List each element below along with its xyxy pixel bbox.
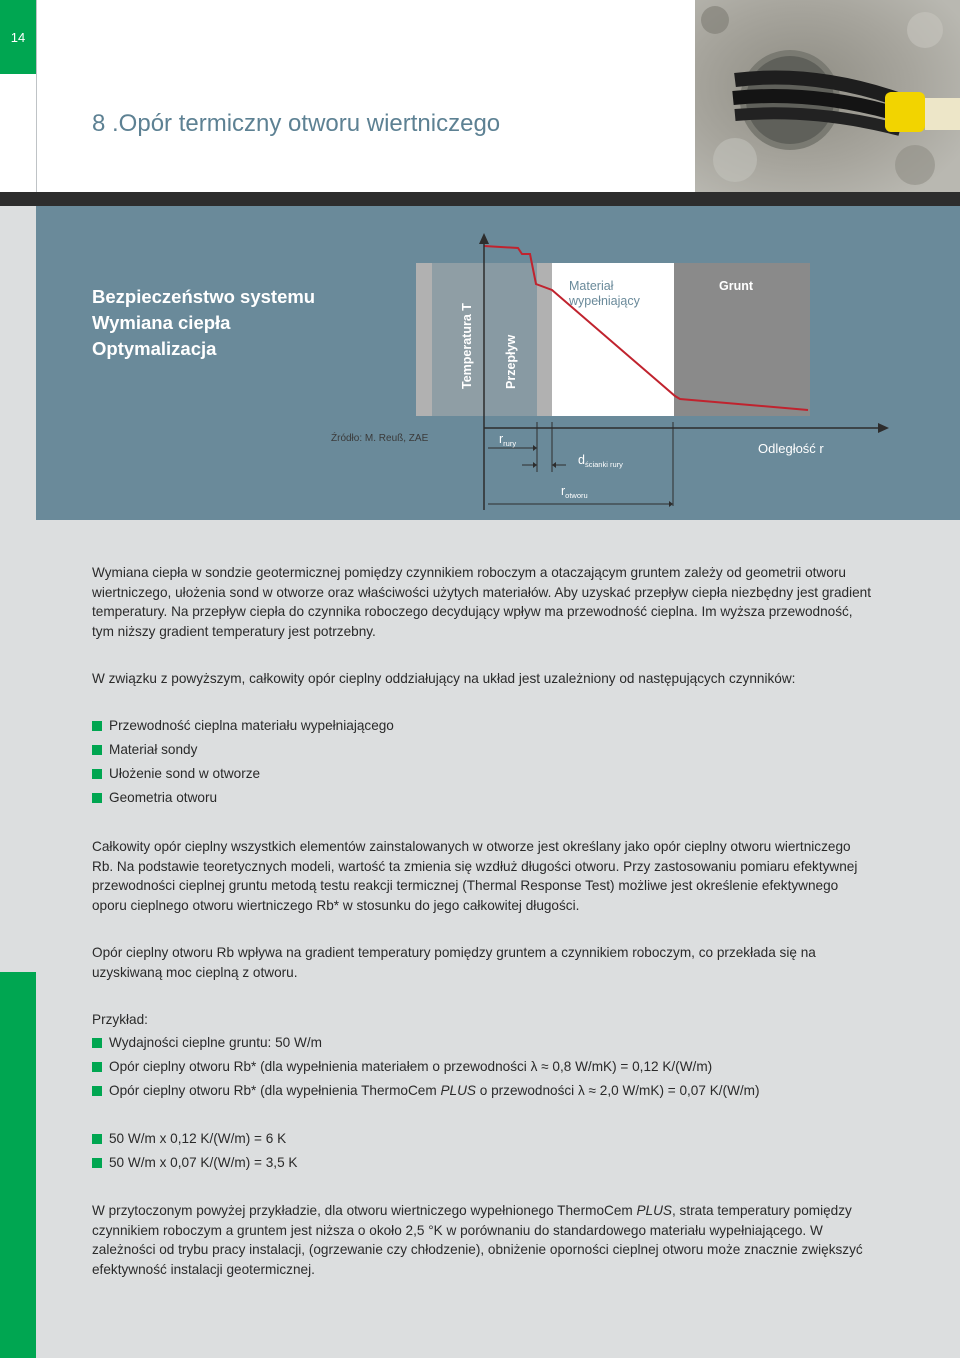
panel-line-3: Optymalizacja bbox=[92, 338, 217, 359]
fill-material-label-1: Materiał bbox=[569, 279, 614, 293]
panel-line-2: Wymiana ciepła bbox=[92, 312, 231, 333]
bullet-square-icon bbox=[92, 1086, 102, 1096]
list-item: Wydajności cieplne gruntu: 50 W/m bbox=[92, 1031, 760, 1055]
paragraph-factors-intro: W związku z powyższym, całkowity opór cieplny oddziałujący na układ jest uzależniony od następujących czynników: bbox=[92, 671, 796, 686]
page-number: 14 bbox=[10, 29, 26, 45]
factor-list bbox=[92, 714, 394, 810]
bullet-square-icon bbox=[92, 793, 102, 803]
example-list bbox=[92, 1031, 760, 1103]
divider-bar bbox=[0, 192, 960, 206]
paragraph-total-resistance: Całkowity opór cieplny wszystkich elementów zainstalowanych w otworze jest określany jako opór cieplny otworu wiertniczego Rb. Na podstawie teoretycznych modeli, wartość ta zmienia się wzdłuż długości otworu. Przy zastosowaniu pomiaru efektywnej przewodności cieplnej gruntu metodą testu reakcji termicznej (Thermal Response Test) możliwe jest określenie efektywnego oporu cieplnego otworu wiertniczego Rb* w stosunku do jego całkowitej długości. bbox=[92, 839, 858, 913]
bullet-square-icon bbox=[92, 769, 102, 779]
temperature-axis-label: Temperatura T bbox=[460, 303, 474, 389]
list-item: 50 W/m x 0,07 K/(W/m) = 3,5 K bbox=[92, 1151, 297, 1175]
list-item: Materiał sondy bbox=[92, 738, 394, 762]
margin-line bbox=[36, 0, 37, 192]
ground-label: Grunt bbox=[719, 279, 754, 293]
calculation-list bbox=[92, 1127, 297, 1175]
bullet-square-icon bbox=[92, 1134, 102, 1144]
d-wall-label: dścianki rury bbox=[578, 453, 623, 469]
fill-material-label-2: wypełniający bbox=[569, 294, 640, 308]
panel-headline bbox=[92, 284, 315, 362]
list-item: Opór cieplny otworu Rb* (dla wypełnienia materiałem o przewodności λ ≈ 0,8 W/mK) = 0,12 K/(W/m) bbox=[92, 1055, 760, 1079]
borehole-photo bbox=[695, 0, 960, 192]
list-item: Przewodność cieplna materiału wypełniającego bbox=[92, 714, 394, 738]
panel-line-1: Bezpieczeństwo systemu bbox=[92, 286, 316, 307]
example-label: Przykład: bbox=[92, 1012, 148, 1027]
paragraph-heat-exchange: Wymiana ciepła w sondzie geotermicznej pomiędzy czynnikiem roboczym a otaczającym gruntem zależy od geometrii otworu wiertniczego, ułożenia sond w otworze oraz właściwości użytych materiałów. Aby uzyskać przepływ ciepła niezbędny jest gradient temperatury. Na przepływ ciepła do czynnika roboczego decydujący wpływ ma przewodność cieplna. Im wyższa przewodność, tym niższy gradient temperatury jest potrzebny. bbox=[92, 565, 871, 639]
r-hole-label: rotworu bbox=[561, 484, 588, 500]
bullet-square-icon bbox=[92, 721, 102, 731]
distance-axis-label: Odległość r bbox=[758, 441, 824, 456]
list-item: 50 W/m x 0,12 K/(W/m) = 6 K bbox=[92, 1127, 297, 1151]
bullet-square-icon bbox=[92, 1038, 102, 1048]
list-item: Geometria otworu bbox=[92, 786, 394, 810]
list-item: Ułożenie sond w otworze bbox=[92, 762, 394, 786]
page-title: 8 .Opór termiczny otworu wiertniczego bbox=[92, 110, 501, 137]
temperature-profile-diagram bbox=[0, 206, 960, 520]
source-note: Źródło: M. Reuß, ZAE bbox=[331, 433, 429, 444]
r-pipe-label: rrury bbox=[499, 432, 517, 448]
side-accent-bar bbox=[0, 972, 36, 1358]
paragraph-conclusion: W przytoczonym powyżej przykładzie, dla otworu wiertniczego wypełnionego ThermoCem PLUS, strata temperatury pomiędzy czynnikiem roboczym a gruntem jest niższa o około 2,5 °K w porównaniu do standardowego materiału wypełniającego. W zależności od trybu pracy instalacji, (ogrzewanie czy chłodzenie), obniżenie oporności cieplnej otworu może znacznie zwiększyć efektywność instalacji geotermicznej. bbox=[92, 1203, 863, 1277]
page-header bbox=[0, 0, 960, 192]
bullet-square-icon bbox=[92, 745, 102, 755]
bullet-square-icon bbox=[92, 1062, 102, 1072]
paragraph-rb-effect: Opór cieplny otworu Rb wpływa na gradient temperatury pomiędzy gruntem a czynnikiem roboczym, co przekłada się na uzyskiwaną moc cieplną z otworu. bbox=[92, 945, 816, 980]
bullet-square-icon bbox=[92, 1158, 102, 1168]
flow-label: Przepływ bbox=[504, 334, 518, 389]
list-item: Opór cieplny otworu Rb* (dla wypełnienia ThermoCem PLUS o przewodności λ ≈ 2,0 W/mK) = 0,07 K/(W/m) bbox=[92, 1079, 760, 1103]
